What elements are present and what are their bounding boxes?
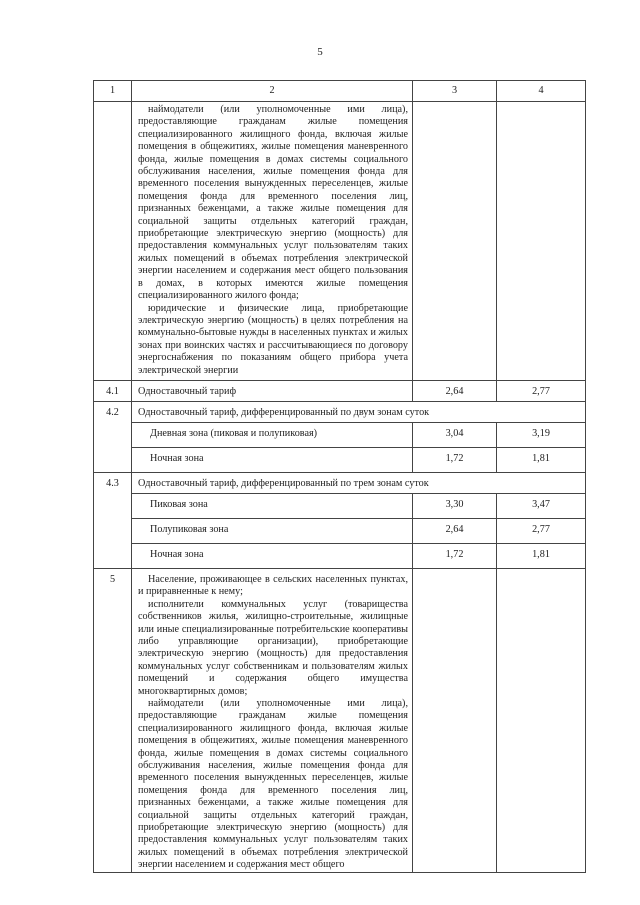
tariff-value-1: 1,72: [445, 452, 464, 464]
table-row-5: [94, 568, 586, 872]
tariff-value-2: 2,77: [532, 385, 550, 397]
table-row-4-2: [94, 401, 586, 422]
table-row-consumers-continued: [94, 102, 586, 381]
zone-label: Дневная зона (пиковая и полупиковая): [150, 427, 318, 439]
tariff-value-2: 2,77: [532, 523, 550, 535]
table-row-4-2-day: [94, 422, 586, 447]
paragraph-landlords: наймодатели (или уполномоченные ими лица), предоставляющие гражданам жилые помещения специализированного жилищного фонда, включая жилые помещения в общежитиях, жилые помещения маневренного фонда, жилые помещения в домах системы социального обслуживания населения, жилые помещения фонда для временного поселения вынужденных переселенцев, жилые помещения фонда для временного поселения лиц, признанных беженцами, а также жилые помещения для социальной защиты отдельных категорий граждан, приобретающие электрическую энергию (мощность) для предоставления коммунальных услуг пользователям таких жилых помещений в объемах потребления электрической энергии населением и содержания мест общего: [138, 698, 408, 871]
table-row-4-3-semipeak: [94, 518, 586, 543]
tariff-value-2: 1,81: [532, 548, 550, 560]
table-header-row: [94, 81, 586, 102]
zone-label: Ночная зона: [150, 452, 204, 464]
tariff-value-1: 3,30: [445, 498, 464, 510]
paragraph-legal-entities: юридические и физические лица, приобретающие электрическую энергию (мощность) в целях потребления на коммунально-бытовые нужды в населенных пунктах и жилых зонах при воинских частях и рассчитывающиеся по договору энергоснабжения по показаниям общего прибора учета электрической энергии: [138, 302, 408, 376]
consumer-description-cell: [132, 102, 413, 381]
tariff-value-1: 1,72: [445, 548, 464, 560]
column-header-1: 1: [94, 81, 132, 102]
consumer-description-cell: [132, 568, 413, 872]
column-header-2: 2: [132, 81, 413, 102]
tariff-table: [93, 80, 586, 873]
table-row-4-2-night: [94, 447, 586, 472]
row-number: 4.1: [106, 385, 119, 397]
table-row-4-3-peak: [94, 493, 586, 518]
zone-label: Ночная зона: [150, 548, 204, 560]
paragraph-rural-population: Население, проживающее в сельских населенных пунктах, и приравненные к нему;: [138, 573, 408, 598]
column-header-3: 3: [413, 81, 497, 102]
paragraph-landlords: наймодатели (или уполномоченные ими лица), предоставляющие гражданам жилые помещения специализированного жилищного фонда, включая жилые помещения в общежитиях, жилые помещения маневренного фонда, жилые помещения в домах системы социального обслуживания населения, жилые помещения фонда для временного поселения вынужденных переселенцев, жилые помещения фонда для временного поселения лиц, признанных беженцами, а также жилые помещения для социальной защиты отдельных категорий граждан, приобретающие электрическую энергию (мощность) для предоставления коммунальных услуг пользователям таких жилых помещений в объемах потребления электрической энергии населением и содержания мест общего пользования в домах, в которых имеются жилые помещения специализированного жилого фонда;: [138, 104, 408, 302]
table-row-4-3: [94, 472, 586, 493]
table-row-4-1: [94, 380, 586, 401]
page-number: 5: [317, 46, 323, 58]
table-row-4-3-night: [94, 543, 586, 568]
tariff-label: Одноставочный тариф, дифференцированный по трем зонам суток: [138, 477, 429, 489]
tariff-label: Одноставочный тариф, дифференцированный по двум зонам суток: [138, 406, 430, 418]
column-header-4: 4: [497, 81, 586, 102]
row-number: 5: [109, 573, 116, 585]
zone-label: Полупиковая зона: [150, 523, 229, 535]
row-number: 4.3: [106, 477, 119, 489]
tariff-value-2: 1,81: [532, 452, 550, 464]
tariff-value-1: 2,64: [445, 385, 464, 397]
tariff-value-1: 3,04: [445, 427, 464, 439]
tariff-value-2: 3,47: [532, 498, 550, 510]
tariff-value-1: 2,64: [445, 523, 464, 535]
paragraph-utility-providers: исполнители коммунальных услуг (товарищества собственников жилья, жилищно-строительные, жилищные или иные специализированные потребительские кооперативы либо управляющие организации), приобретающие электрическую энергию (мощность) для предоставления коммунальных услуг собственникам и пользователям жилых помещений и содержания общего имущества многоквартирных домов;: [138, 598, 408, 697]
zone-label: Пиковая зона: [150, 498, 208, 510]
tariff-label: Одноставочный тариф: [138, 385, 237, 397]
tariff-value-2: 3,19: [532, 427, 550, 439]
row-number: 4.2: [106, 406, 119, 418]
